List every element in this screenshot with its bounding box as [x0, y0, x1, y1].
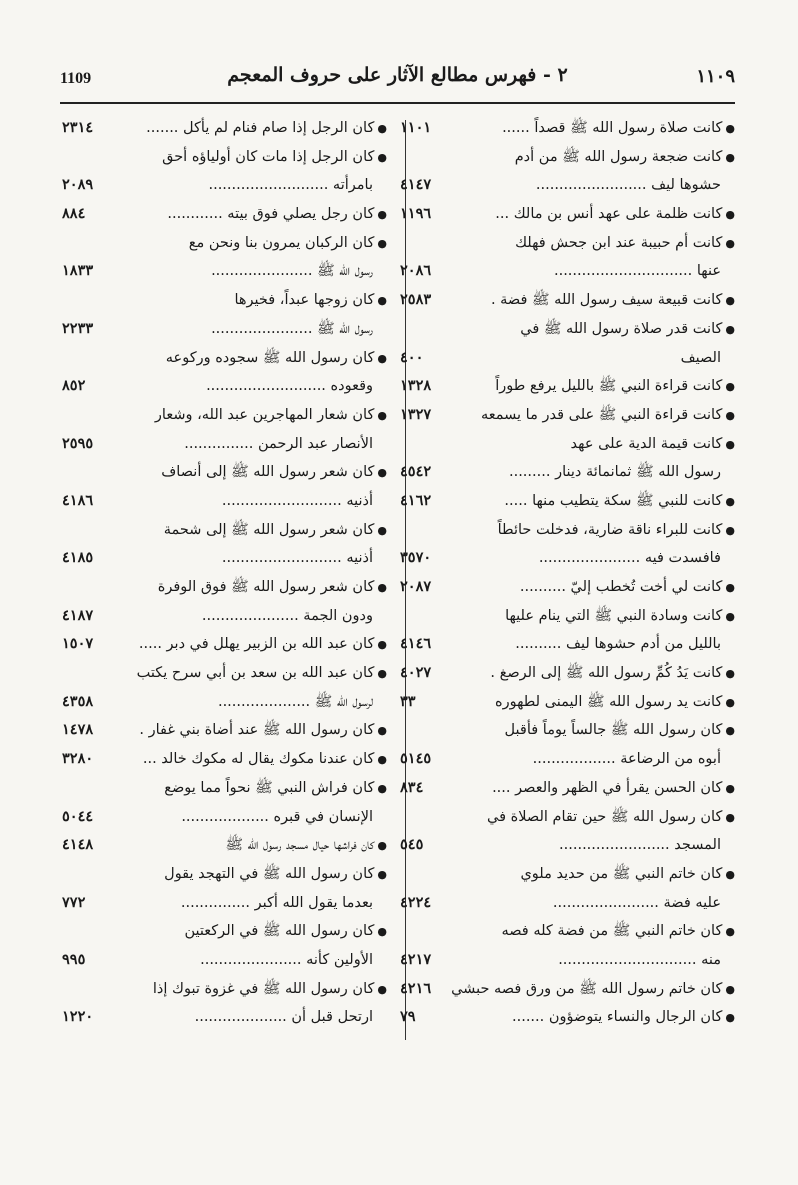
entry-label: كان رسول الله ﷺ في غزوة تبوك إذا — [152, 980, 375, 997]
entry-text — [505, 716, 735, 746]
bullet-icon: ● — [377, 351, 387, 365]
entry-text — [554, 257, 721, 286]
index-entry — [400, 659, 735, 688]
page-number-arabic: ١١٠٩ — [696, 66, 735, 87]
entry-label: كانت يد رسول الله ﷺ اليمنى لطهوره — [495, 693, 723, 710]
bullet-icon: ● — [725, 150, 735, 164]
entry-label: كان شعر رسول الله ﷺ إلى أنصاف — [161, 464, 375, 481]
entry-label: كان عبد الله بن الزبير يهلل في دبر ..... — [138, 636, 375, 653]
bullet-icon: ● — [725, 380, 735, 394]
entry-label: ارتحل قبل أن .................... — [194, 1009, 373, 1026]
index-entry — [62, 745, 387, 774]
entry-label: كان عبد الله بن سعد بن أبي سرح يكتب — [136, 665, 375, 682]
index-entry — [400, 860, 735, 889]
entry-text — [487, 803, 735, 833]
index-entry — [400, 458, 735, 487]
entry-number: ١٥٠٧ — [62, 635, 94, 653]
entry-number: ٤١٨٧ — [62, 606, 94, 624]
entry-label: كان فراشها حيال مسجد رسول الله ﷺ — [225, 837, 375, 854]
entry-number: ٨٨٤ — [62, 205, 86, 223]
entry-label: كان الركبان يمرون بنا ونحن مع — [188, 234, 375, 251]
entry-number: ٤١٦٢ — [400, 491, 432, 509]
entry-label: الصيف — [680, 349, 721, 366]
bullet-icon: ● — [725, 982, 735, 996]
entry-text — [200, 946, 373, 975]
entry-number: ٣٢٨٠ — [62, 750, 94, 768]
page-header — [60, 60, 735, 104]
entry-number: ٤٢١٧ — [400, 950, 432, 968]
entry-label: رسول الله ﷺ ...................... — [211, 263, 373, 280]
entry-label: أذنيه .......................... — [221, 492, 373, 509]
bullet-icon: ● — [725, 236, 735, 250]
index-entry — [400, 774, 735, 803]
entry-label: رسول الله ﷺ ...................... — [211, 320, 373, 337]
entry-label: كان رسول الله ﷺ في الركعتين — [184, 923, 375, 940]
entry-label: كان رسول الله ﷺ عند أضاة بني غفار . — [139, 722, 375, 739]
bullet-icon: ● — [725, 810, 735, 824]
index-entry — [400, 171, 735, 200]
entry-text — [222, 487, 373, 516]
entry-number: ٢٣١٤ — [62, 119, 94, 136]
index-entry — [62, 487, 387, 516]
index-entry — [400, 200, 735, 229]
index-entry — [62, 946, 387, 975]
index-entry — [400, 917, 735, 946]
index-entry — [62, 803, 387, 832]
entry-text — [505, 602, 735, 632]
index-entry — [62, 401, 387, 430]
entry-label: كانت وسادة النبي ﷺ التي ينام عليها — [505, 607, 723, 624]
right-column — [400, 114, 735, 1044]
entry-label: كان الرجال والنساء يتوضؤون ....... — [512, 1009, 723, 1026]
index-entry — [62, 458, 387, 487]
entry-text — [195, 1003, 373, 1032]
entry-text — [571, 430, 735, 460]
entry-text — [146, 114, 387, 144]
entry-label: كان شعر رسول الله ﷺ فوق الوفرة — [157, 579, 375, 595]
entry-text — [155, 401, 387, 431]
entry-label: كانت ضجعة رسول الله ﷺ من أدم — [514, 148, 723, 165]
entry-number: ٢٥٩٥ — [62, 434, 94, 452]
entry-number: ٢٥٨٣ — [400, 291, 432, 309]
entry-text — [143, 745, 387, 775]
entry-number: ٧٩ — [400, 1008, 416, 1026]
entry-text — [495, 372, 735, 402]
entry-label: كان الرجل إذا صام فنام لم يأكل ....... — [146, 120, 375, 136]
entry-text — [202, 602, 373, 631]
index-entry — [62, 516, 387, 545]
bullet-icon: ● — [725, 925, 735, 939]
bullet-icon: ● — [725, 867, 735, 881]
entry-number: ١٣٢٧ — [400, 405, 432, 423]
entry-text — [515, 630, 721, 659]
entry-number: ٥٠٤٤ — [62, 807, 94, 825]
index-entry — [400, 975, 735, 1004]
index-entry — [62, 229, 387, 258]
index-columns — [62, 114, 735, 1044]
entry-text — [164, 774, 387, 804]
index-entry — [400, 803, 735, 832]
entry-label: كانت لي أخت تُخطب إليّ .......... — [519, 579, 723, 595]
entry-number: ٤١٤٨ — [62, 836, 94, 854]
index-entry — [62, 889, 387, 918]
entry-text — [181, 803, 373, 832]
bullet-icon: ● — [377, 581, 387, 594]
entry-text — [504, 487, 735, 517]
entry-label: كانت قبيعة سيف رسول الله ﷺ فضة . — [490, 292, 723, 309]
entry-text — [218, 688, 373, 717]
index-entry — [400, 487, 735, 516]
index-entry — [62, 286, 387, 315]
entry-label: عليه فضة ....................... — [552, 894, 721, 911]
bullet-icon: ● — [725, 581, 735, 594]
entry-number: ٤٣٥٨ — [62, 692, 94, 710]
entry-label: كان شعار المهاجرين عبد الله، وشعار — [154, 406, 375, 423]
entry-label: كان رسول الله ﷺ في التهجد يقول — [164, 865, 375, 882]
entry-label: الأنصار عبد الرحمن ............... — [184, 435, 373, 452]
entry-label: كان عندنا مكوك يقال له مكوك خالد ... — [142, 751, 375, 768]
index-entry — [400, 573, 735, 602]
entry-label: كان رجل يصلي فوق بيته ............ — [167, 206, 375, 223]
bullet-icon: ● — [377, 122, 387, 135]
entry-label: منه .............................. — [558, 951, 721, 968]
index-entry — [400, 229, 735, 258]
entry-text — [495, 688, 735, 718]
entry-number: ٢٠٨٩ — [62, 176, 94, 194]
bullet-icon: ● — [377, 753, 387, 767]
entry-label: وقعوده .......................... — [206, 378, 373, 395]
index-entry — [400, 1003, 735, 1032]
entry-number: ٢٠٨٧ — [400, 578, 432, 595]
entry-text — [481, 401, 735, 431]
entry-label: رسول الله ﷺ ثمانمائة دينار ......... — [508, 464, 721, 481]
entry-text — [181, 889, 373, 918]
index-entry — [62, 1003, 387, 1032]
index-entry — [62, 573, 387, 602]
index-entry — [62, 860, 387, 889]
entry-text — [539, 544, 721, 573]
index-entry — [400, 602, 735, 631]
entry-text — [206, 372, 373, 401]
entry-text — [167, 200, 387, 230]
entry-text — [559, 831, 721, 860]
index-entry — [62, 688, 387, 717]
index-entry — [62, 143, 387, 172]
entry-label: كان زوجها عبداً، فخيرها — [234, 292, 375, 309]
bullet-icon: ● — [725, 208, 735, 222]
bullet-icon: ● — [377, 236, 387, 250]
entry-label: كان رسول الله ﷺ حين تقام الصلاة في — [487, 808, 723, 825]
entry-number: ٨٥٢ — [62, 377, 86, 395]
bullet-icon: ● — [725, 695, 735, 709]
entry-text — [137, 659, 387, 689]
entry-label: عنها .............................. — [553, 263, 721, 280]
index-entry — [62, 544, 387, 573]
entry-number: ٤٠٠ — [400, 348, 424, 366]
entry-label: كانت صلاة رسول الله ﷺ قصداً ...... — [502, 120, 723, 136]
entry-number: ٣٣ — [400, 692, 416, 710]
index-entry — [400, 430, 735, 459]
bullet-icon: ● — [377, 925, 387, 939]
entry-label: كان رسول الله ﷺ سجوده وركوعه — [165, 349, 375, 366]
entry-text — [515, 229, 735, 259]
entry-label: كانت للبراء ناقة ضارية، فدخلت حائطاً — [497, 521, 723, 538]
entry-number: ٥٤٥ — [400, 836, 424, 854]
bullet-icon: ● — [725, 322, 735, 336]
index-entry — [400, 516, 735, 545]
entry-number: ٨٣٤ — [400, 778, 424, 796]
entry-label: كانت قراءة النبي ﷺ بالليل يرفع طوراً — [495, 378, 723, 395]
entry-text — [139, 630, 387, 660]
entry-number: ١٣٢٨ — [400, 377, 432, 395]
entry-label: بالليل من أدم حشوها ليف .......... — [515, 636, 721, 653]
index-entry — [62, 831, 387, 860]
index-entry — [62, 975, 387, 1004]
entry-label: كان فراش النبي ﷺ نحواً مما يوضع — [164, 779, 375, 796]
entry-text — [153, 975, 387, 1005]
bullet-icon: ● — [725, 781, 735, 795]
index-entry — [400, 315, 735, 344]
index-entry — [62, 430, 387, 459]
entry-text — [515, 143, 735, 173]
entry-number: ٤٢١٦ — [400, 979, 432, 997]
index-entry — [400, 544, 735, 573]
entry-label: كان شعر رسول الله ﷺ إلى شحمة — [163, 521, 375, 538]
entry-label: فافسدت فيه ...................... — [538, 550, 721, 567]
bullet-icon: ● — [725, 724, 735, 738]
bullet-icon: ● — [725, 1011, 735, 1025]
bullet-icon: ● — [377, 982, 387, 996]
entry-text — [502, 114, 735, 144]
entry-text — [184, 430, 373, 459]
entry-text — [558, 946, 721, 975]
entry-number: ٤٠٢٧ — [400, 664, 432, 682]
entry-text — [520, 573, 735, 603]
entry-number: ١٨٣٣ — [62, 262, 94, 280]
bullet-icon: ● — [377, 781, 387, 795]
index-entry — [400, 745, 735, 774]
entry-number: ٤١٨٦ — [62, 491, 94, 509]
entry-label: بعدما يقول الله أكبر ............... — [180, 894, 373, 911]
entry-text — [491, 286, 735, 316]
entry-label: كان الحسن يقرأ في الظهر والعصر .... — [492, 779, 723, 796]
index-entry — [400, 114, 735, 143]
entry-text — [498, 516, 735, 546]
bullet-icon: ● — [377, 294, 387, 308]
bullet-icon: ● — [725, 294, 735, 308]
entry-text — [211, 257, 373, 286]
entry-label: كانت قيمة الدية على عهد — [570, 435, 723, 452]
entry-text — [161, 458, 387, 488]
entry-label: الأولين كأنه ...................... — [200, 951, 373, 968]
entry-text — [509, 458, 721, 487]
index-entry — [62, 716, 387, 745]
entry-number: ١١٩٦ — [400, 205, 432, 223]
index-entry — [400, 401, 735, 430]
index-entry — [62, 171, 387, 200]
entry-number: ٢٢٣٣ — [62, 319, 94, 337]
index-entry — [62, 315, 387, 344]
entry-text — [495, 200, 735, 230]
entry-text — [536, 171, 721, 200]
page-number-latin: 1109 — [60, 70, 92, 87]
entry-text — [492, 774, 735, 804]
entry-text — [512, 1003, 735, 1033]
entry-number: ٤٢٢٤ — [400, 893, 432, 911]
entry-text — [681, 344, 721, 373]
entry-label: لرسول الله ﷺ .................... — [217, 693, 373, 710]
entry-label: كانت للنبي ﷺ سكة يتطيب منها ..... — [504, 492, 723, 509]
index-entry — [400, 372, 735, 401]
entry-label: المسجد ........................ — [559, 837, 721, 854]
index-entry — [62, 630, 387, 659]
entry-label: كان خاتم النبي ﷺ من فضة كله فصه — [501, 923, 723, 940]
entry-number: ٥١٤٥ — [400, 750, 432, 768]
index-entry — [400, 257, 735, 286]
index-entry — [400, 716, 735, 745]
index-entry — [400, 688, 735, 717]
entry-text — [490, 659, 735, 689]
entry-number: ٢٠٨٦ — [400, 262, 432, 280]
entry-label: كان خاتم رسول الله ﷺ من ورق فصه حبشي — [451, 980, 723, 997]
index-entry — [400, 889, 735, 918]
entry-text — [533, 745, 721, 774]
index-entry — [62, 602, 387, 631]
entry-label: حشوها ليف ........................ — [535, 177, 721, 194]
entry-label: بامرأته .......................... — [208, 177, 373, 194]
entry-label: كانت قدر صلاة رسول الله ﷺ في — [520, 320, 723, 337]
index-entry — [62, 200, 387, 229]
bullet-icon: ● — [725, 494, 735, 508]
bullet-icon: ● — [377, 867, 387, 881]
bullet-icon: ● — [725, 408, 735, 422]
entry-text — [211, 315, 373, 344]
entry-text — [225, 831, 387, 861]
entry-text — [189, 229, 387, 259]
entry-text — [520, 860, 735, 890]
bullet-icon: ● — [377, 839, 387, 853]
entry-text — [158, 573, 387, 603]
entry-text — [234, 286, 387, 316]
index-entry — [62, 659, 387, 688]
entry-label: كانت ظلمة على عهد أنس بن مالك ... — [495, 206, 723, 223]
entry-number: ٤١٨٥ — [62, 549, 94, 567]
entry-number: ١٤٧٨ — [62, 721, 94, 739]
bullet-icon: ● — [725, 523, 735, 537]
entry-text — [222, 544, 373, 573]
entry-number: ٤١٤٦ — [400, 635, 432, 653]
entry-label: الإنسان في قبره ................... — [181, 808, 373, 825]
bullet-icon: ● — [377, 466, 387, 480]
bullet-icon: ● — [725, 122, 735, 135]
entry-text — [139, 716, 387, 746]
index-entry — [62, 344, 387, 373]
entry-text — [162, 143, 387, 173]
entry-label: كان الرجل إذا مات كان أولياؤه أحق — [162, 148, 375, 165]
entry-number: ٤١٤٧ — [400, 176, 432, 194]
entry-label: كانت أم حبيبة عند ابن جحش فهلك — [515, 234, 723, 251]
index-entry — [62, 917, 387, 946]
entry-text — [185, 917, 388, 947]
index-entry — [62, 372, 387, 401]
index-entry — [62, 114, 387, 143]
entry-number: ١٢٢٠ — [62, 1008, 94, 1026]
entry-label: أبوه من الرضاعة .................. — [532, 751, 721, 768]
entry-label: ودون الجمة ..................... — [201, 607, 373, 624]
entry-text — [166, 344, 387, 374]
index-entry — [62, 257, 387, 286]
index-entry — [400, 630, 735, 659]
bullet-icon: ● — [377, 667, 387, 681]
entry-text — [553, 889, 721, 918]
bullet-icon: ● — [377, 638, 387, 652]
index-entry — [400, 831, 735, 860]
entry-label: أذنيه .......................... — [221, 550, 373, 567]
left-column — [62, 114, 387, 1044]
bullet-icon: ● — [725, 667, 735, 681]
entry-text — [520, 315, 735, 345]
bullet-icon: ● — [377, 724, 387, 738]
entry-label: كانت يَدُ كُمِّ رسول الله ﷺ إلى الرصغ . — [490, 665, 723, 682]
index-entry — [400, 344, 735, 373]
bullet-icon: ● — [377, 150, 387, 164]
entry-text — [208, 171, 373, 200]
index-entry — [400, 286, 735, 315]
index-entry — [400, 143, 735, 172]
entry-text — [451, 975, 735, 1005]
entry-label: كان خاتم النبي ﷺ من حديد ملوي — [520, 865, 723, 882]
entry-number: ٧٧٢ — [62, 893, 86, 911]
index-entry — [400, 946, 735, 975]
entry-label: كانت قراءة النبي ﷺ على قدر ما يسمعه — [480, 406, 723, 423]
bullet-icon: ● — [725, 609, 735, 623]
entry-label: كان رسول الله ﷺ جالساً يوماً فأقبل — [504, 722, 723, 739]
entry-text — [164, 516, 387, 546]
entry-number: ٣٥٧٠ — [400, 549, 432, 567]
page-title: ٢ - فهرس مطالع الآثار على حروف المعجم — [227, 64, 568, 86]
bullet-icon: ● — [377, 408, 387, 422]
bullet-icon: ● — [377, 208, 387, 222]
entry-number: ٤٥٤٢ — [400, 463, 432, 481]
entry-text — [164, 860, 387, 890]
bullet-icon: ● — [377, 523, 387, 537]
entry-text — [501, 917, 735, 947]
bullet-icon: ● — [725, 437, 735, 451]
entry-number: ٩٩٥ — [62, 950, 86, 968]
index-entry — [62, 774, 387, 803]
entry-number: ١١٠١ — [400, 119, 432, 136]
